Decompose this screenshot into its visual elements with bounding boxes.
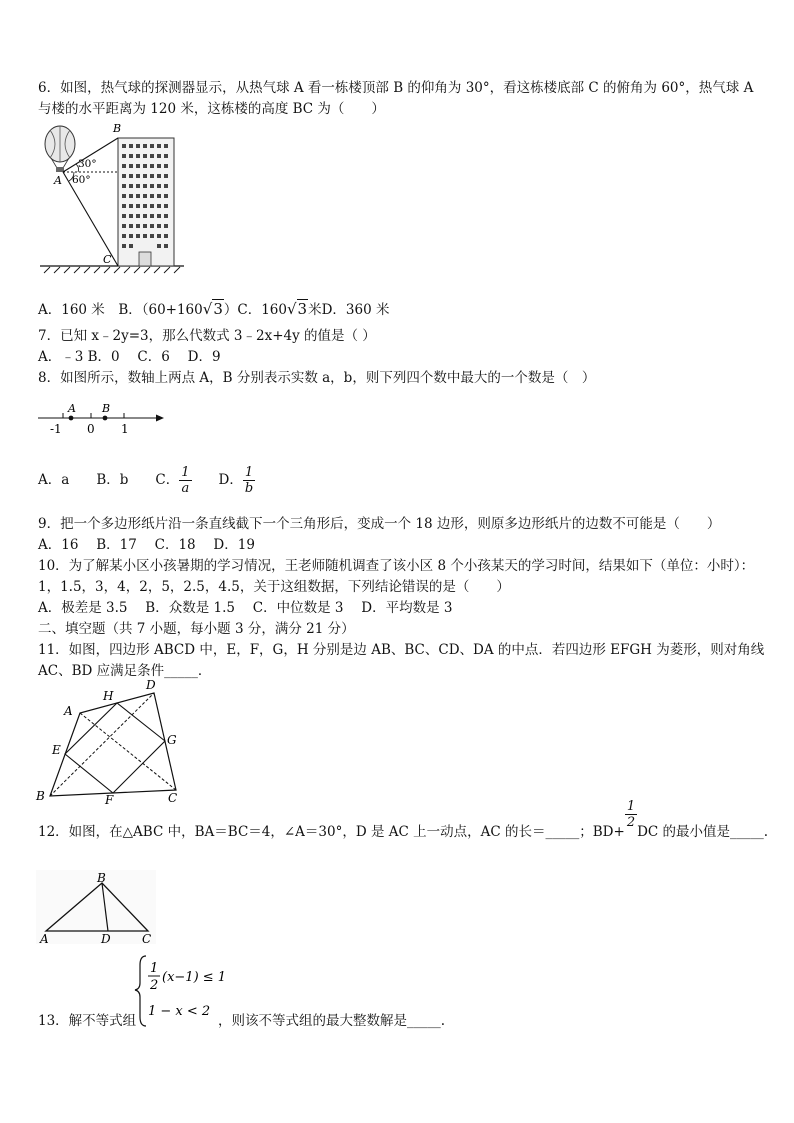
ineq1-frac-den: 2	[150, 978, 159, 993]
q6-option-a: A．160 米	[38, 302, 105, 318]
q11-label-h: H	[103, 689, 114, 703]
q8-options	[38, 462, 255, 498]
q11-label-g: G	[167, 733, 177, 747]
q11-figure	[34, 678, 186, 806]
q6-option-d: 米D．360 米	[308, 302, 390, 318]
point-c-label: C	[103, 253, 112, 266]
q9-stem: 9．把一个多边形纸片沿一条直线截下一个三角形后，变成一个 18 边形，则原多边形纸片的边数不可能是（ ）	[38, 516, 721, 532]
q8-option-d: D．	[218, 472, 243, 488]
q11-label-c: C	[168, 791, 178, 805]
q10-stem-line2: 1，1.5，3，4，2，5，2.5，4.5，关于这组数据，下列结论错误的是（ ）	[38, 579, 510, 595]
q9-options: A．16 B．17 C．18 D．19	[38, 537, 255, 553]
axis-label-a: A	[68, 402, 76, 415]
q11-label-f: F	[105, 793, 114, 806]
q6-stem-line1: 6．如图，热气球的探测器显示，从热气球 A 看一栋楼顶部 B 的仰角为 30°，看这栋楼底部 C 的俯角为 60°，热气球 A	[38, 80, 754, 96]
q12-stem-post: DC 的最小值是_____.	[637, 824, 769, 840]
q12-figure	[36, 870, 158, 946]
q8-number-line	[36, 400, 166, 438]
axis-label-b: B	[102, 402, 111, 415]
q12-stem	[38, 799, 769, 850]
q6-options	[38, 300, 389, 319]
q12-stem-pre: 12．如图，在△ABC 中，BA＝BC＝4，∠A＝30°，D 是 AC 上一动点，AC 的长＝_____；BD+	[38, 824, 625, 840]
tick-label-minus-1: -1	[50, 422, 62, 436]
inequality-2: 1 − x < 2	[148, 1004, 211, 1019]
q11-label-a: A	[64, 704, 73, 718]
q6-stem-line2: 与楼的水平距离为 120 米，这栋楼的高度 BC 为（ ）	[38, 101, 385, 117]
section-2-heading: 二、填空题（共 7 小题，每小题 3 分，满分 21 分）	[38, 621, 355, 637]
ineq1-frac-num: 1	[150, 961, 159, 976]
q7-stem: 7．已知 x﹣2y=3，那么代数式 3﹣2x+4y 的值是（ ）	[38, 328, 376, 344]
tick-label-0: 0	[87, 422, 95, 436]
q12-label-a: A	[40, 932, 49, 946]
balloon-basket	[56, 167, 64, 172]
q10-stem-line1: 10．为了解某小区小孩暑期的学习情况，王老师随机调查了该小区 8 个小孩某天的学习时间，结果如下（单位：小时）：	[38, 558, 755, 574]
sqrt-sign-2: √3	[286, 300, 308, 318]
q11-label-e: E	[52, 743, 61, 757]
q8-stem: 8．如图所示，数轴上两点 A，B 分别表示实数 a，b，则下列四个数中最大的一个数是（ ）	[38, 370, 596, 386]
fraction-1-over-2: $\frac{1}{2}$	[626, 799, 636, 830]
inequality-1: (x−1) ≤ 1	[162, 970, 227, 985]
sqrt-sign-1: √3	[202, 300, 223, 318]
fraction-1-over-a: $\frac{1}{a}$	[181, 465, 190, 496]
q10-options: A．极差是 3.5 B．众数是 1.5 C．中位数是 3 D．平均数是 3	[38, 600, 453, 616]
angle-30-label: 30°	[78, 158, 97, 170]
fraction-1-over-b: $\frac{1}{b}$	[244, 465, 254, 496]
q12-label-b: B	[97, 871, 106, 885]
building-door	[139, 252, 151, 266]
q13-pre: 13．解不等式组	[38, 1013, 137, 1029]
q11-label-b: B	[36, 789, 45, 803]
q11-label-d: D	[146, 678, 156, 692]
q13-post: ，则该不等式组的最大整数解是_____.	[218, 1013, 446, 1029]
q7-options: A．﹣3 B．0 C．6 D．9	[38, 349, 221, 365]
q12-label-c: C	[142, 932, 152, 946]
q8-option-a: A．a	[38, 472, 70, 488]
angle-60-label: 60°	[72, 174, 91, 186]
q11-stem-line2: AC、BD 应满足条件_____．	[38, 663, 212, 679]
point-b-dot	[103, 416, 108, 421]
point-a-label: A	[54, 174, 62, 187]
q8-option-c: C．	[155, 472, 180, 488]
q11-stem-line1: 11．如图，四边形 ABCD 中，E，F，G，H 分别是边 AB、BC、CD、DA 的中点．若四边形 EFGH 为菱形，则对角线	[38, 642, 765, 658]
q12-label-d: D	[101, 932, 111, 946]
q6-figure	[36, 118, 186, 274]
q6-option-c: ）C．160	[223, 302, 287, 318]
left-brace	[135, 956, 146, 1026]
tick-label-1: 1	[121, 422, 129, 436]
point-b-label: B	[113, 122, 122, 135]
q6-option-b: B．（60+160	[118, 302, 203, 318]
q8-option-b: B．b	[96, 472, 129, 488]
point-a-dot	[69, 416, 74, 421]
ground-hatching	[44, 267, 180, 273]
